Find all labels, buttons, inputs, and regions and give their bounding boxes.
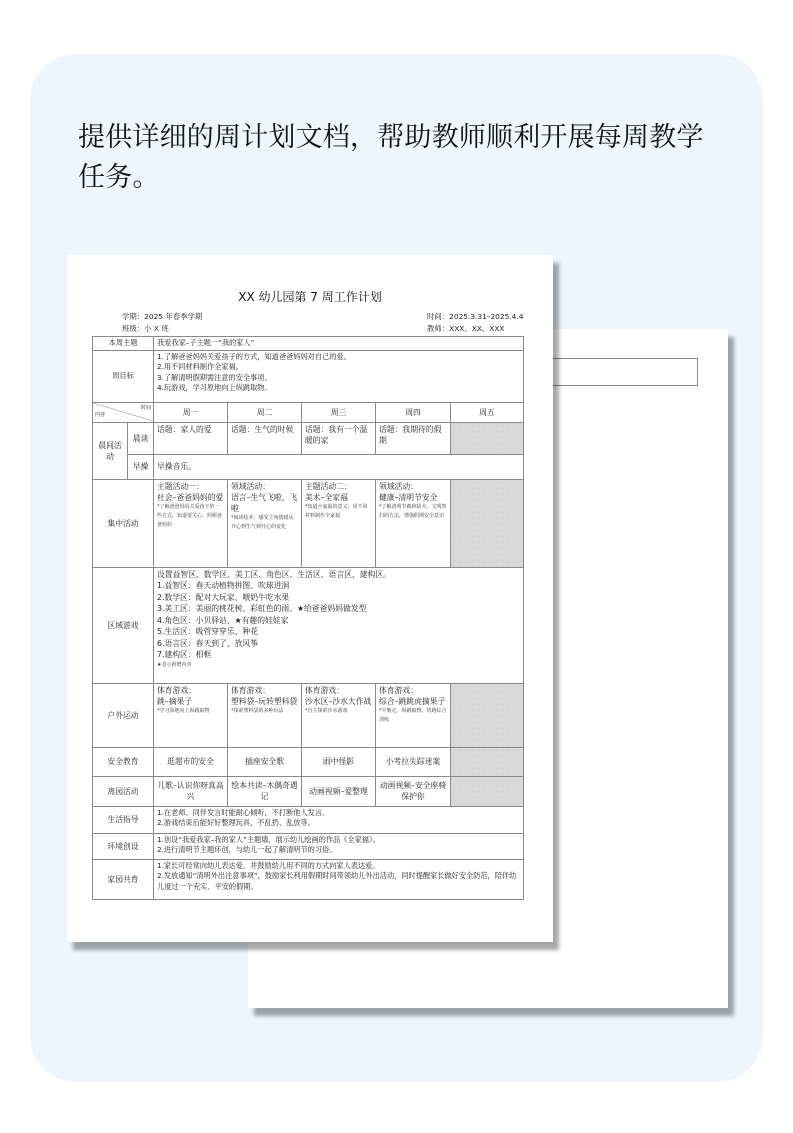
outdoor-name: 沙水区–沙水大作战 (305, 696, 372, 706)
day-header-mon: 周一 (154, 402, 228, 422)
outdoor-cell (376, 683, 451, 747)
focus-title: 领域活动： (231, 481, 270, 491)
environment-item: 1.创设“我爱我家–我的家人”主题墙，展示幼儿绘画的作品《全家福》。 (157, 834, 380, 844)
morning-talk-cell: 话题：生气的时候 (228, 422, 302, 454)
safety-row (93, 747, 524, 776)
area-games-label: 区域游戏 (93, 567, 154, 683)
area-item: 1.益智区：春天动植物拼图、吹球进洞 (157, 581, 290, 590)
focus-cell (376, 479, 451, 567)
outdoor-cell (302, 683, 376, 747)
area-item: 5.生活区：吸管穿穿乐、种花 (157, 627, 259, 636)
leaving-cell: 绘本共读–木偶奇遇记 (228, 776, 302, 806)
life-item: 1.在老师、同伴发言时能耐心倾听，不打断他人发言。 (157, 807, 330, 817)
safety-cell: 小考拉失踪迷案 (376, 747, 451, 776)
morning-activity-label: 晨间活动 (93, 422, 128, 479)
focus-note: *知道全家福的意义，用不同材料制作全家福 (305, 503, 368, 519)
area-item: 4.角色区：小贝驿站、★有趣的娃娃家 (157, 615, 289, 625)
empty-cell (451, 747, 524, 776)
area-item: 3.美工区：美丽的桃花树、彩虹色的雨、★给爸爸妈妈做发型 (157, 604, 367, 613)
morning-exercise-value: 早操音乐。 (154, 454, 524, 479)
goal-item: 3.了解清明假期需注意的安全事项。 (157, 372, 272, 382)
outdoor-row (93, 683, 524, 747)
outdoor-cell (228, 683, 302, 747)
goals-list (154, 350, 524, 402)
morning-talk-cell: 话题：我有一个温暖的家 (302, 422, 376, 454)
front-document-page (67, 255, 553, 942)
leaving-cell: 儿歌–认识你呀真高兴 (154, 776, 228, 806)
life-guidance-list (154, 806, 524, 833)
outdoor-note: *学习原地向上纵跳取物 (157, 707, 210, 714)
morning-talk-label: 晨谈 (128, 422, 154, 454)
headline: 提供详细的周计划文档，帮助教师顺利开展每周教学任务。 (78, 122, 704, 193)
safety-cell: 插座安全歌 (228, 747, 302, 776)
goal-item: 4.玩游戏，学习原地向上纵跳取物。 (157, 383, 272, 392)
home-school-item: 2.发放通知“清明外出注意事项”，鼓励家长利用假期时间带领幼儿外出活动，同时提醒家长做好安全防范，陪伴幼儿度过一个充实、平安的假期。 (157, 871, 517, 891)
focus-title: 主题活动一： (157, 481, 204, 491)
day-header-fri: 周五 (451, 402, 524, 422)
empty-cell (451, 479, 524, 567)
theme-label: 本周主题 (93, 337, 154, 351)
environment-list (154, 833, 524, 859)
environment-item: 2.进行清明节主题环创，与幼儿一起了解清明节的习俗。 (157, 845, 337, 854)
area-item: 6.语言区：春天到了、放风筝 (157, 638, 259, 648)
focus-note: *了解爸爸妈妈关爱孩子的一些方式，知道要关心、照顾爸爸妈妈 (157, 503, 223, 528)
goal-item: 2.用不同材料制作全家福。 (157, 362, 243, 371)
home-school-label: 家园共育 (93, 859, 154, 899)
outdoor-name: 跳–摘果子 (157, 696, 193, 706)
safety-cell: 逛超市的安全 (154, 747, 228, 776)
area-games-row (93, 567, 524, 683)
corner-cell (93, 402, 154, 422)
semester-label: 学期：2025 年春季学期 (122, 312, 203, 321)
focus-title: 领域活动： (379, 481, 418, 491)
area-item: 2.数学区：配对大玩家、喂奶牛吃水果 (157, 592, 290, 602)
goals-row (93, 350, 524, 402)
day-header-thu: 周四 (376, 402, 451, 422)
corner-time-label: 时间 (141, 404, 152, 411)
empty-cell (451, 683, 524, 747)
goals-label: 周目标 (93, 350, 154, 402)
outdoor-title: 体育游戏： (305, 685, 344, 695)
outdoor-name: 塑料袋–玩转塑料袋 (231, 696, 298, 706)
outdoor-note: *探索塑料袋的多种玩法 (231, 707, 284, 714)
morning-exercise-label: 早操 (128, 454, 154, 479)
area-item: 7.建构区：相框 (157, 650, 212, 659)
class-label: 班级：小 X 班 (122, 324, 169, 333)
area-games-list (154, 567, 524, 683)
outdoor-title: 体育游戏： (379, 685, 418, 695)
life-item: 2.游戏结束后能好好整理玩具，不乱扔、乱放等。 (157, 818, 315, 827)
theme-value: 我爱我家–子主题一“我的家人” (154, 337, 524, 351)
focus-note: *阅读绘本，感受主角情绪从开心到生气到开心的变化 (231, 514, 294, 530)
empty-cell (451, 776, 524, 806)
morning-talk-row (93, 422, 524, 454)
empty-cell (451, 422, 524, 454)
focus-activity-row (93, 479, 524, 567)
focus-name: 美术–全家福 (305, 492, 348, 502)
document-title: XX 幼儿园第 7 周工作计划 (238, 290, 382, 304)
weekly-plan-table (92, 336, 524, 900)
teacher-label: 教师：XXX、XX、XXX (427, 324, 505, 333)
outdoor-title: 体育游戏： (157, 685, 196, 695)
environment-label: 环境创设 (93, 833, 154, 859)
focus-title: 主题活动二： (305, 481, 352, 491)
outdoor-note: *平衡走、纵跳取物、快跑综合训练 (379, 707, 447, 723)
outdoor-note: *自主探索沙水游戏 (305, 707, 348, 714)
life-guidance-row (93, 806, 524, 833)
focus-cell (154, 479, 228, 567)
goal-item: 1.了解爸爸妈妈关爱孩子的方式，知道爸爸妈妈对自己的爱。 (157, 351, 351, 361)
life-guidance-label: 生活指导 (93, 806, 154, 833)
corner-content-label: 内容 (95, 412, 106, 418)
focus-note: *了解清明节森林防火、文明祭扫的方法，增强假期安全意识 (379, 503, 447, 519)
leaving-cell: 动画视频–爱整理 (302, 776, 376, 806)
environment-row (93, 833, 524, 859)
outdoor-name: 综合–跳跳虎摘果子 (379, 696, 446, 706)
morning-exercise-row (93, 454, 524, 479)
home-school-row (93, 859, 524, 899)
day-header-row (93, 402, 524, 422)
day-header-tue: 周二 (228, 402, 302, 422)
area-intro: 设置益智区、数学区、美工区、角色区、生活区、语言区、建构区。 (157, 569, 391, 579)
morning-talk-cell: 话题：家人的爱 (154, 422, 228, 454)
leaving-cell: 动画视频–安全座椅保护你 (376, 776, 451, 806)
safety-label: 安全教育 (93, 747, 154, 776)
focus-cell (302, 479, 376, 567)
area-note: ★表示新增内容 (157, 661, 192, 668)
home-school-list (154, 859, 524, 899)
day-header-wed: 周三 (302, 402, 376, 422)
focus-name: 健康–清明节安全 (379, 492, 438, 502)
focus-activity-label: 集中活动 (93, 479, 154, 567)
leaving-label: 离园活动 (93, 776, 154, 806)
focus-cell (228, 479, 302, 567)
leaving-row (93, 776, 524, 806)
safety-cell: 雨中怪影 (302, 747, 376, 776)
morning-talk-cell: 话题：我期待的假期 (376, 422, 451, 454)
focus-name: 社会–爸爸妈妈的爱 (157, 492, 224, 502)
focus-name: 语言–生气飞啦，飞啦 (231, 492, 298, 513)
outdoor-cell (154, 683, 228, 747)
date-range-label: 时间：2025.3.31–2025.4.4 (427, 312, 524, 321)
theme-row (93, 337, 524, 351)
outdoor-label: 户外运动 (93, 683, 154, 747)
home-school-item: 1.家长可经常向幼儿表达爱，并鼓励幼儿用不同的方式向家人表达爱。 (157, 860, 380, 870)
outdoor-title: 体育游戏： (231, 685, 270, 695)
